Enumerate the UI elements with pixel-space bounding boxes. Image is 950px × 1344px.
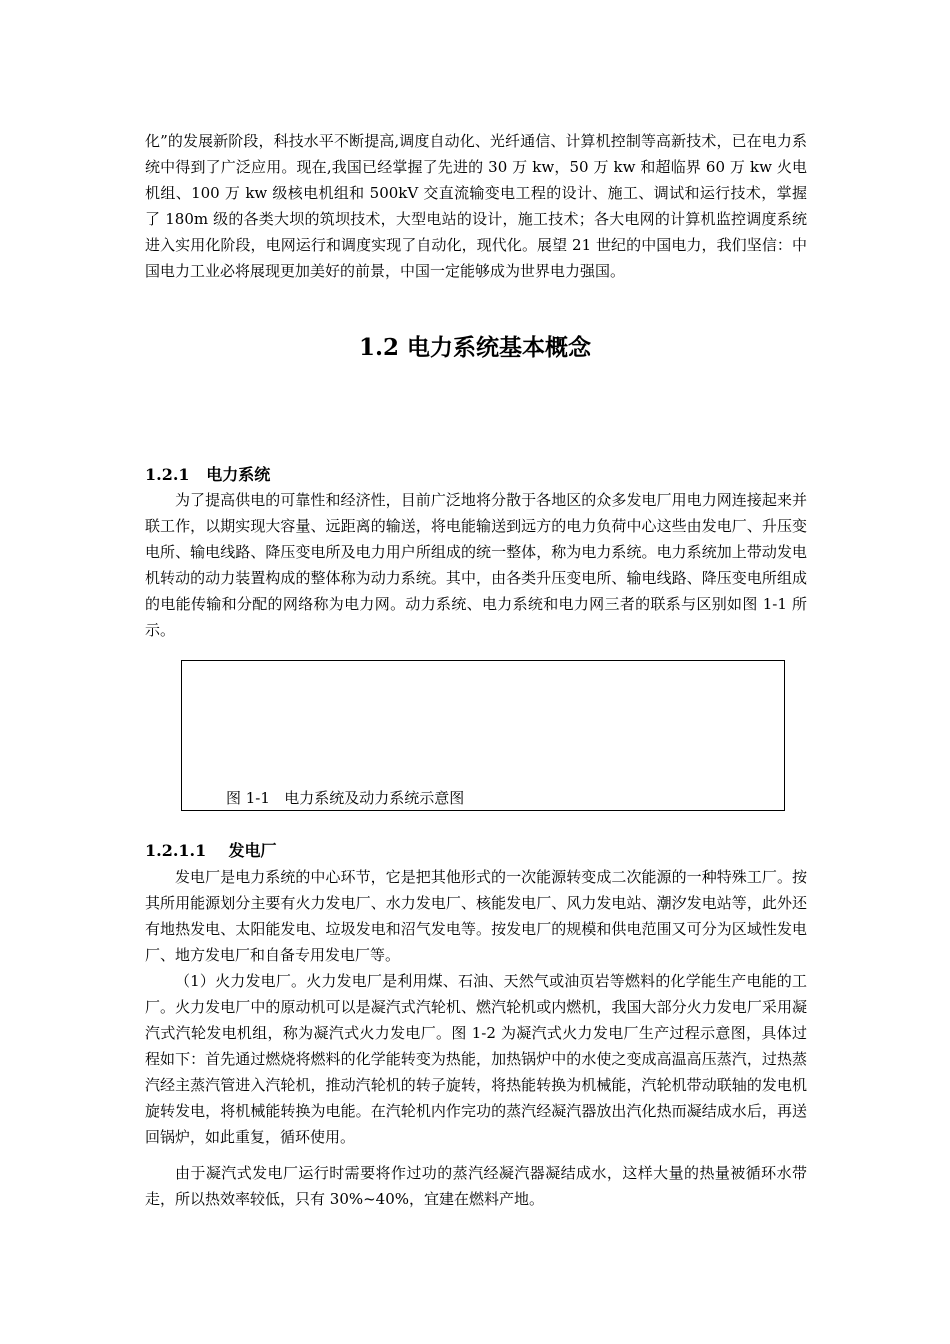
subsection-title-power-plant: 1.2.1.1 发电厂 bbox=[145, 841, 277, 860]
figure-1-1 bbox=[181, 660, 785, 811]
power-plant-paragraph: 发电厂是电力系统的中心环节，它是把其他形式的一次能源转变成二次能源的一种特殊工厂。按其所用能源划分主要有火力发电厂、水力发电厂、核能发电厂、风力发电站、潮汐发电站等，此外还有地热发电、太阳能发电、垃圾发电和沼气发电等。按发电厂的规模和供电范围又可分为区域性发电厂、地方发电厂和自备专用发电厂等。 bbox=[145, 868, 807, 964]
power-system-paragraph: 为了提高供电的可靠性和经济性，目前广泛地将分散于各地区的众多发电厂用电力网连接起来并联工作，以期实现大容量、远距离的输送，将电能输送到远方的电力负荷中心这些由发电厂、升压变电所、输电线路、降压变电所及电力用户所组成的统一整体，称为电力系统。电力系统加上带动发电机转动的动力装置构成的整体称为动力系统。其中，由各类升压变电所、输电线路、降压变电所组成的电能传输和分配的网络称为电力网。动力系统、电力系统和电力网三者的联系与区别如图 1-1 所示。 bbox=[145, 491, 807, 639]
figure-caption: 图 1-1 电力系统及动力系统示意图 bbox=[226, 789, 465, 807]
section-title: 1.2 电力系统基本概念 bbox=[358, 334, 592, 361]
subsection-title-power-system: 1.2.1 电力系统 bbox=[145, 465, 271, 484]
intro-paragraph: 化”的发展新阶段，科技水平不断提高,调度自动化、光纤通信、计算机控制等高新技术，已在电力系统中得到了广泛应用。现在,我国已经掌握了先进的 30 万 kw，50 万 kw 和超临界 60 万 kw 火电机组、100 万 kw 级核电机组和 500kV 交直流输变电工程的设计、施工、调试和运行技术，掌握了 180m 级的各类大坝的筑坝技术，大型电站的设计，施工技术；各大电网的计算机监控调度系统进入实用化阶段，电网运行和调度实现了自动化，现代化。展望 21 世纪的中国电力，我们坚信：中国电力工业必将展现更加美好的前景，中国一定能够成为世界电力强国。 bbox=[145, 132, 807, 280]
efficiency-paragraph: 由于凝汽式发电厂运行时需要将作过功的蒸汽经凝汽器凝结成水，这样大量的热量被循环水带走，所以热效率较低，只有 30%~40%，宜建在燃料产地。 bbox=[145, 1164, 807, 1208]
thermal-plant-paragraph: （1）火力发电厂。火力发电厂是利用煤、石油、天然气或油页岩等燃料的化学能生产电能的工厂。火力发电厂中的原动机可以是凝汽式汽轮机、燃汽轮机或内燃机，我国大部分火力发电厂采用凝汽式汽轮发电机组，称为凝汽式火力发电厂。图 1-2 为凝汽式火力发电厂生产过程示意图，具体过程如下：首先通过燃烧将燃料的化学能转变为热能，加热锅炉中的水使之变成高温高压蒸汽，过热蒸汽经主蒸汽管进入汽轮机，推动汽轮机的转子旋转，将热能转换为机械能，汽轮机带动联轴的发电机旋转发电，将机械能转换为电能。在汽轮机内作完功的蒸汽经凝汽器放出汽化热而凝结成水后，再送回锅炉，如此重复，循环使用。 bbox=[145, 972, 807, 1146]
